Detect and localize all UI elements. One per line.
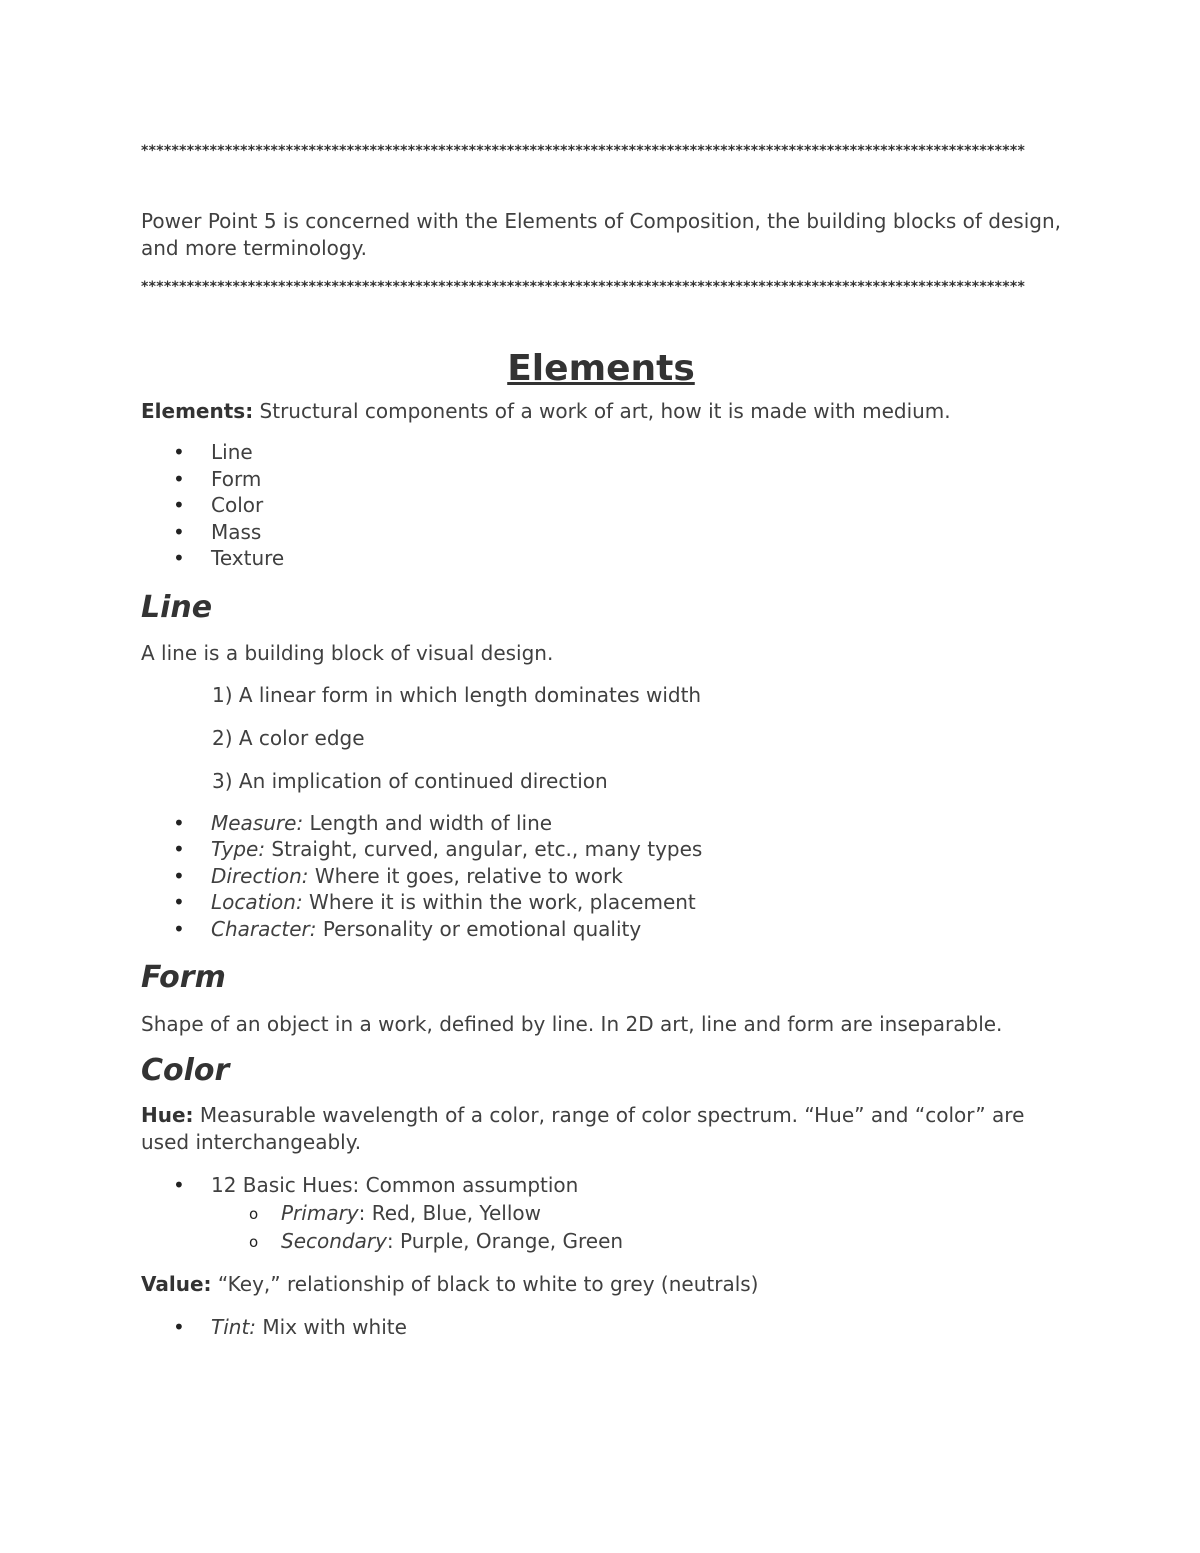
list-item: • Measure: Length and width of line	[141, 810, 1061, 837]
elements-term: Elements:	[141, 399, 254, 423]
separator-stars: ********************************************************************************************************************	[141, 279, 1026, 295]
hue-definition-text: Measurable wavelength of a color, range of color spectrum. “Hue” and “color” are used interchangeably.	[141, 1103, 1025, 1154]
numbered-item: 3) An implication of continued direction	[212, 768, 608, 793]
list-item: • Type: Straight, curved, angular, etc., many types	[141, 836, 1061, 863]
list-item: • Tint: Mix with white	[141, 1314, 1061, 1341]
value-list	[141, 1314, 1061, 1341]
elements-definition	[141, 398, 1061, 425]
elements-definition-text: Structural components of a work of art, how it is made with medium.	[253, 399, 951, 423]
list-item: • Color	[141, 492, 1061, 519]
list-item: • Texture	[141, 545, 1061, 572]
value-definition	[141, 1271, 1061, 1298]
elements-title: Elements	[507, 348, 695, 389]
separator-stars: ********************************************************************************************************************	[141, 143, 1026, 159]
form-heading: Form	[141, 960, 226, 995]
color-heading: Color	[141, 1053, 230, 1088]
list-item: • Line	[141, 439, 1061, 466]
list-item: • Location: Where it is within the work, placement	[141, 889, 1061, 916]
elements-list	[141, 439, 1061, 572]
list-item: • Form	[141, 466, 1061, 493]
hues-sublist	[141, 1199, 1061, 1255]
line-intro: A line is a building block of visual design.	[141, 640, 554, 665]
list-item: o Secondary: Purple, Orange, Green	[141, 1227, 1061, 1255]
numbered-item: 2) A color edge	[212, 725, 365, 750]
form-text: Shape of an object in a work, defined by line. In 2D art, line and form are inseparable.	[141, 1012, 1003, 1036]
list-item: • Character: Personality or emotional quality	[141, 916, 1061, 943]
intro-paragraph: Power Point 5 is concerned with the Elements of Composition, the building blocks of design, and more terminology.	[141, 209, 1061, 260]
document-page	[141, 138, 1061, 1340]
line-heading: Line	[141, 589, 213, 625]
list-item: o Primary: Red, Blue, Yellow	[141, 1199, 1061, 1227]
line-numbered-list	[141, 682, 1061, 795]
value-definition-text: “Key,” relationship of black to white to grey (neutrals)	[211, 1271, 759, 1296]
hues-list	[141, 1172, 1061, 1199]
list-item: • Mass	[141, 519, 1061, 546]
list-item: • Direction: Where it goes, relative to work	[141, 863, 1061, 890]
value-term: Value:	[141, 1271, 212, 1296]
list-item: • 12 Basic Hues: Common assumption	[141, 1172, 1061, 1199]
line-attributes-list	[141, 810, 1061, 943]
hue-definition	[141, 1102, 1061, 1156]
numbered-item: 1) A linear form in which length dominates width	[212, 682, 702, 707]
hue-term: Hue:	[141, 1103, 194, 1127]
